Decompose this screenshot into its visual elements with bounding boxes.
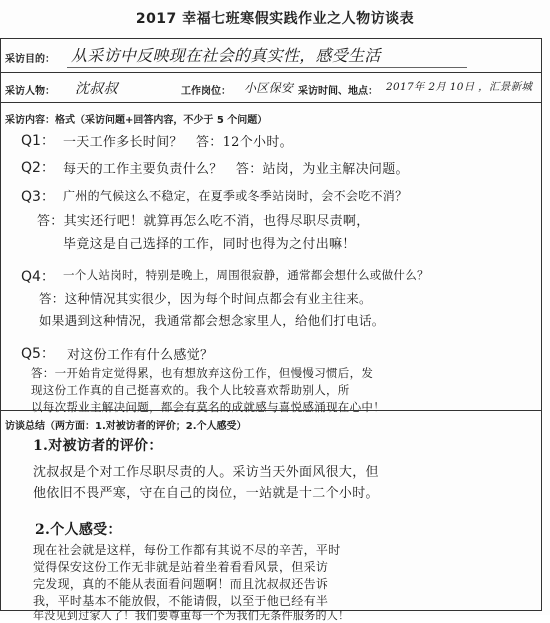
- q5-answer-line3: 以每次帮业主解决问题，都会有莫名的成就感与喜悦感涌现在心中！: [31, 400, 385, 414]
- content-label: 采访内容：格式（采访问题+回答内容，不少于 5 个问题）: [5, 115, 268, 126]
- time-place-label: 采访时间、地点：: [298, 86, 378, 97]
- subject-row: [1, 72, 541, 103]
- evaluation-line1: 沈叔叔是个对工作尽职尽责的人。采访当天外面风很大，但: [33, 465, 379, 480]
- q4-answer-line1: 答：这种情况其实很少，因为每个时间点都会有业主往来。: [39, 291, 372, 306]
- feeling-line2: 觉得保安这份工作无非就是站着坐着看看风景，但采访: [33, 560, 329, 574]
- q5-question: 对这份工作有什么感觉？: [67, 348, 214, 363]
- evaluation-heading: 1.对被访者的评价：: [33, 438, 163, 454]
- q5-number: Q5：: [21, 346, 55, 362]
- q4-number: Q4：: [21, 269, 55, 285]
- purpose-value: 从采访中反映现在社会的真实性，感受生活: [71, 46, 381, 65]
- feeling-heading: 2.个人感受：: [35, 522, 122, 538]
- q2-number: Q2：: [21, 160, 55, 176]
- q3-answer-line1: 答：其实还行吧！就算再怎么吃不消，也得尽职尽责啊，: [37, 214, 370, 229]
- q5-answer-line2: 现这份工作真的自己挺喜欢的。我个人比较喜欢帮助别人，所: [31, 383, 350, 397]
- person-value: 沈叔叔: [75, 81, 118, 97]
- feeling-line5: 年没见到过家人了！我们要尊重每一个为我们无条件服务的人！: [33, 609, 350, 622]
- purpose-label: 采访目的：: [5, 54, 55, 65]
- feeling-line1: 现在社会就是这样，每份工作都有其说不尽的辛苦，平时: [33, 543, 341, 557]
- summary-label: 访谈总结（两方面：1.对被访者的评价；2.个人感受）: [5, 421, 247, 432]
- q4-question: 一个人站岗时，特别是晚上，周围很寂静，通常都会想什么或做什么？: [63, 268, 429, 282]
- purpose-row: [1, 38, 541, 73]
- form-title: 2017 幸福七班寒假实践作业之人物访谈表: [135, 11, 415, 27]
- person-label: 采访人物：: [5, 86, 55, 97]
- form-table: [0, 38, 542, 622]
- q5-answer-line1: 答：一开始肯定觉得累，也有想放弃这份工作，但慢慢习惯后，发: [31, 366, 374, 380]
- time-place-value: 2017年 2月 10日 ，汇景新城: [386, 81, 533, 93]
- q3-question: 广州的气候这么不稳定，在夏季或冬季站岗时，会不会吃不消？: [63, 189, 408, 203]
- position-value: 小区保安: [244, 81, 294, 95]
- q1-number: Q1：: [21, 133, 55, 149]
- q3-answer-line2: 毕竟这是自己选择的工作，同时也得为之付出嘛！: [63, 237, 356, 252]
- q3-number: Q3：: [21, 189, 55, 205]
- evaluation-line2: 他依旧不畏严寒，守在自己的岗位，一站就是十二个小时。: [33, 486, 379, 501]
- q2-text: 每天的工作主要负责什么？ 答：站岗，为业主解决问题。: [63, 162, 409, 177]
- feeling-line4: 我，平时基本不能放假，不能请假，以至于他已经有半: [33, 594, 329, 608]
- q1-text: 一天工作多长时间？ 答：12个小时。: [63, 135, 293, 150]
- q4-answer-line2: 如果遇到这种情况，我通常都会想念家里人，给他们打电话。: [39, 313, 385, 328]
- content-row: [1, 102, 541, 414]
- position-label: 工作岗位：: [181, 86, 231, 97]
- feeling-line3: 完发现，真的不能从表面看问题啊！而且沈叔叔还告诉: [33, 577, 329, 591]
- summary-row: [1, 410, 541, 622]
